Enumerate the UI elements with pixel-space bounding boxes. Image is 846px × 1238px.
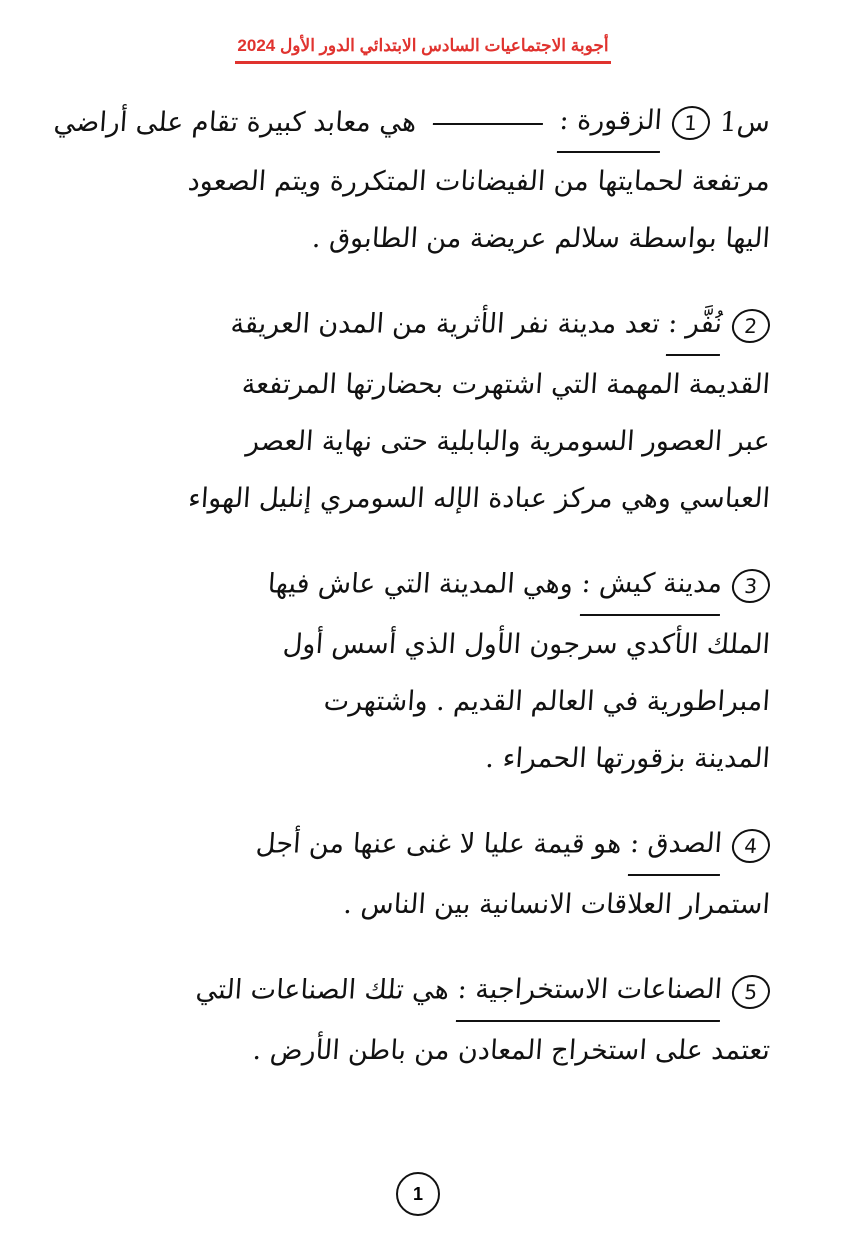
answer-number-circle: 5 <box>731 975 771 1009</box>
page-title: أجوبة الاجتماعيات السادس الابتدائي الدور الأول 2024 <box>235 34 610 64</box>
answer-text-line: عبر العصور السومرية والبابلية حتى نهاية العصر <box>245 426 772 457</box>
answer-number-circle: 1 <box>671 106 711 140</box>
answer-text-line: القديمة المهمة التي اشتهرت بحضارتها المرتفعة <box>240 369 772 400</box>
answer-2-heading <box>666 295 772 356</box>
answer-1 <box>52 92 772 267</box>
answer-term: الصدق : <box>628 815 724 876</box>
answer-term: الزقورة : <box>557 92 664 153</box>
answer-text-line: وهي المدينة التي عاش فيها <box>266 568 575 600</box>
answer-text-line: مرتفعة لحمايتها من الفيضانات المتكررة ويتم الصعود <box>186 166 772 197</box>
answer-term: مدينة كيش : <box>579 555 724 616</box>
answer-text-line: هي تلك الصناعات التي <box>194 974 451 1006</box>
answer-text-line: اليها بواسطة سلالم عريضة من الطابوق . <box>311 223 772 254</box>
answer-term: الصناعات الاستخراجية : <box>456 961 725 1022</box>
underline-mark <box>433 123 543 125</box>
answer-text-line: المدينة بزقورتها الحمراء . <box>484 743 772 774</box>
answer-term: نُفَّر : <box>666 295 724 356</box>
answer-number-circle: 2 <box>731 309 771 343</box>
answer-4-heading <box>628 815 772 876</box>
answer-text-line: امبراطورية في العالم القديم . واشتهرت <box>322 686 772 717</box>
question-label: س1 <box>718 107 772 138</box>
answer-5-heading <box>456 961 773 1022</box>
answer-4 <box>70 815 770 933</box>
answer-number-circle: 4 <box>731 829 771 863</box>
answer-2 <box>70 295 770 527</box>
header <box>0 34 846 64</box>
answer-3 <box>70 555 770 787</box>
answer-1-heading <box>557 92 772 153</box>
answer-5 <box>70 961 770 1079</box>
answer-text-line: تعتمد على استخراج المعادن من باطن الأرض . <box>251 1035 772 1066</box>
answer-text-line: هو قيمة عليا لا غنى عنها من أجل <box>254 828 623 860</box>
answer-number-circle: 3 <box>731 569 771 603</box>
answer-3-heading <box>579 555 772 616</box>
page-number-badge: 1 <box>396 1172 440 1216</box>
answer-text-line: تعد مدينة نفر الأثرية من المدن العريقة <box>229 308 661 340</box>
answer-text-line: العباسي وهي مركز عبادة الإله السومري إنليل الهواء <box>187 483 772 514</box>
answer-text-line: استمرار العلاقات الانسانية بين الناس . <box>342 889 772 920</box>
answer-text-line: الملك الأكدي سرجون الأول الذي أسس أول <box>281 629 772 660</box>
handwritten-answers <box>52 92 772 1107</box>
answer-text-line: هي معابد كبيرة تقام على أراضي <box>52 107 418 138</box>
